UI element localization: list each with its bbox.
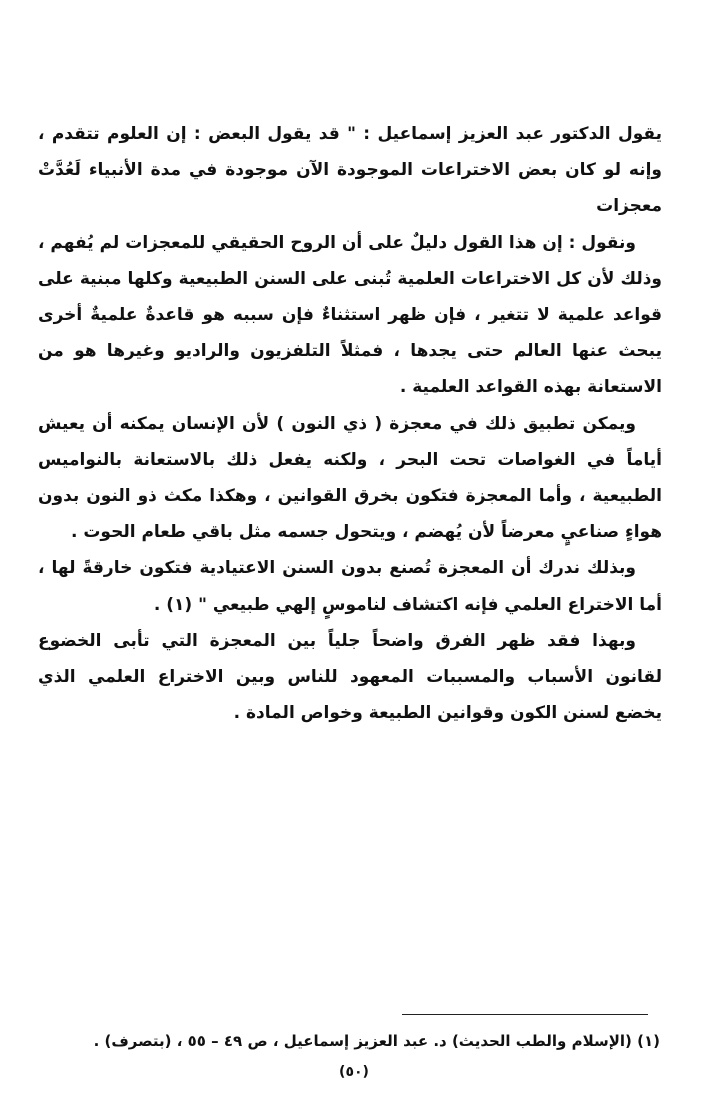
paragraph-5: وبهذا فقد ظهر الفرق واضحاً جلياً بين المعجزة التي تأبى الخضوع لقانون الأسباب والمسببات المعهود للناس وبين الاختراع العلمي الذي يخضع لسنن الكون وقوانين الطبيعة وخواص المادة . [38, 630, 662, 724]
page-number: (٥٠) [339, 1064, 369, 1080]
paragraph-2: ونقول : إن هذا القول دليلٌ على أن الروح الحقيقي للمعجزات لم يُفهم ، وذلك لأن كل الاختراعات العلمية تُبنى على السنن الطبيعية وكلها مبنية على قواعد علمية لا تتغير ، فإن ظهر استثناءٌ فإن سببه هو قاعدةٌ علميةٌ أخرى يبحث عنها العالم حتى يجدها ، فمثلاً التلفزيون والراديو وغيرها هو من الاستعانة بهذه القواعد العلمية . [38, 232, 662, 398]
paragraph-4: وبذلك ندرك أن المعجزة تُصنع بدون السنن الاعتيادية فتكون خارقةً لها ، أما الاختراع العلمي فإنه اكتشاف لناموسٍ إلهي طبيعي " (١) . [38, 558, 662, 615]
paragraph-1: يقول الدكتور عبد العزيز إسماعيل : " قد يقول البعض : إن العلوم تتقدم ، وإنه لو كان بعض الاختراعات الموجودة الآن موجودة في مدة الأنبياء لَعُدَّتْ معجزات [38, 124, 662, 217]
paragraph-3: ويمكن تطبيق ذلك في معجزة ( ذي النون ) لأن الإنسان يمكنه أن يعيش أياماً في الغواصات تحت البحر ، ولكنه يفعل ذلك بالاستعانة بالنواميس الطبيعية ، وأما المعجزة فتكون بخرق القوانين ، وهكذا مكث ذو النون بدون هواءٍ صناعيٍ معرضاً لأن يُهضم ، ويتحول جسمه مثل باقي طعام الحوت . [38, 413, 662, 543]
footnote: (١) (الإسلام والطب الحديث) د. عبد العزيز إسماعيل ، ص ٤٩ – ٥٥ ، (بتصرف) . [93, 1032, 660, 1050]
main-text [38, 116, 662, 731]
footnote-divider [402, 1014, 648, 1015]
